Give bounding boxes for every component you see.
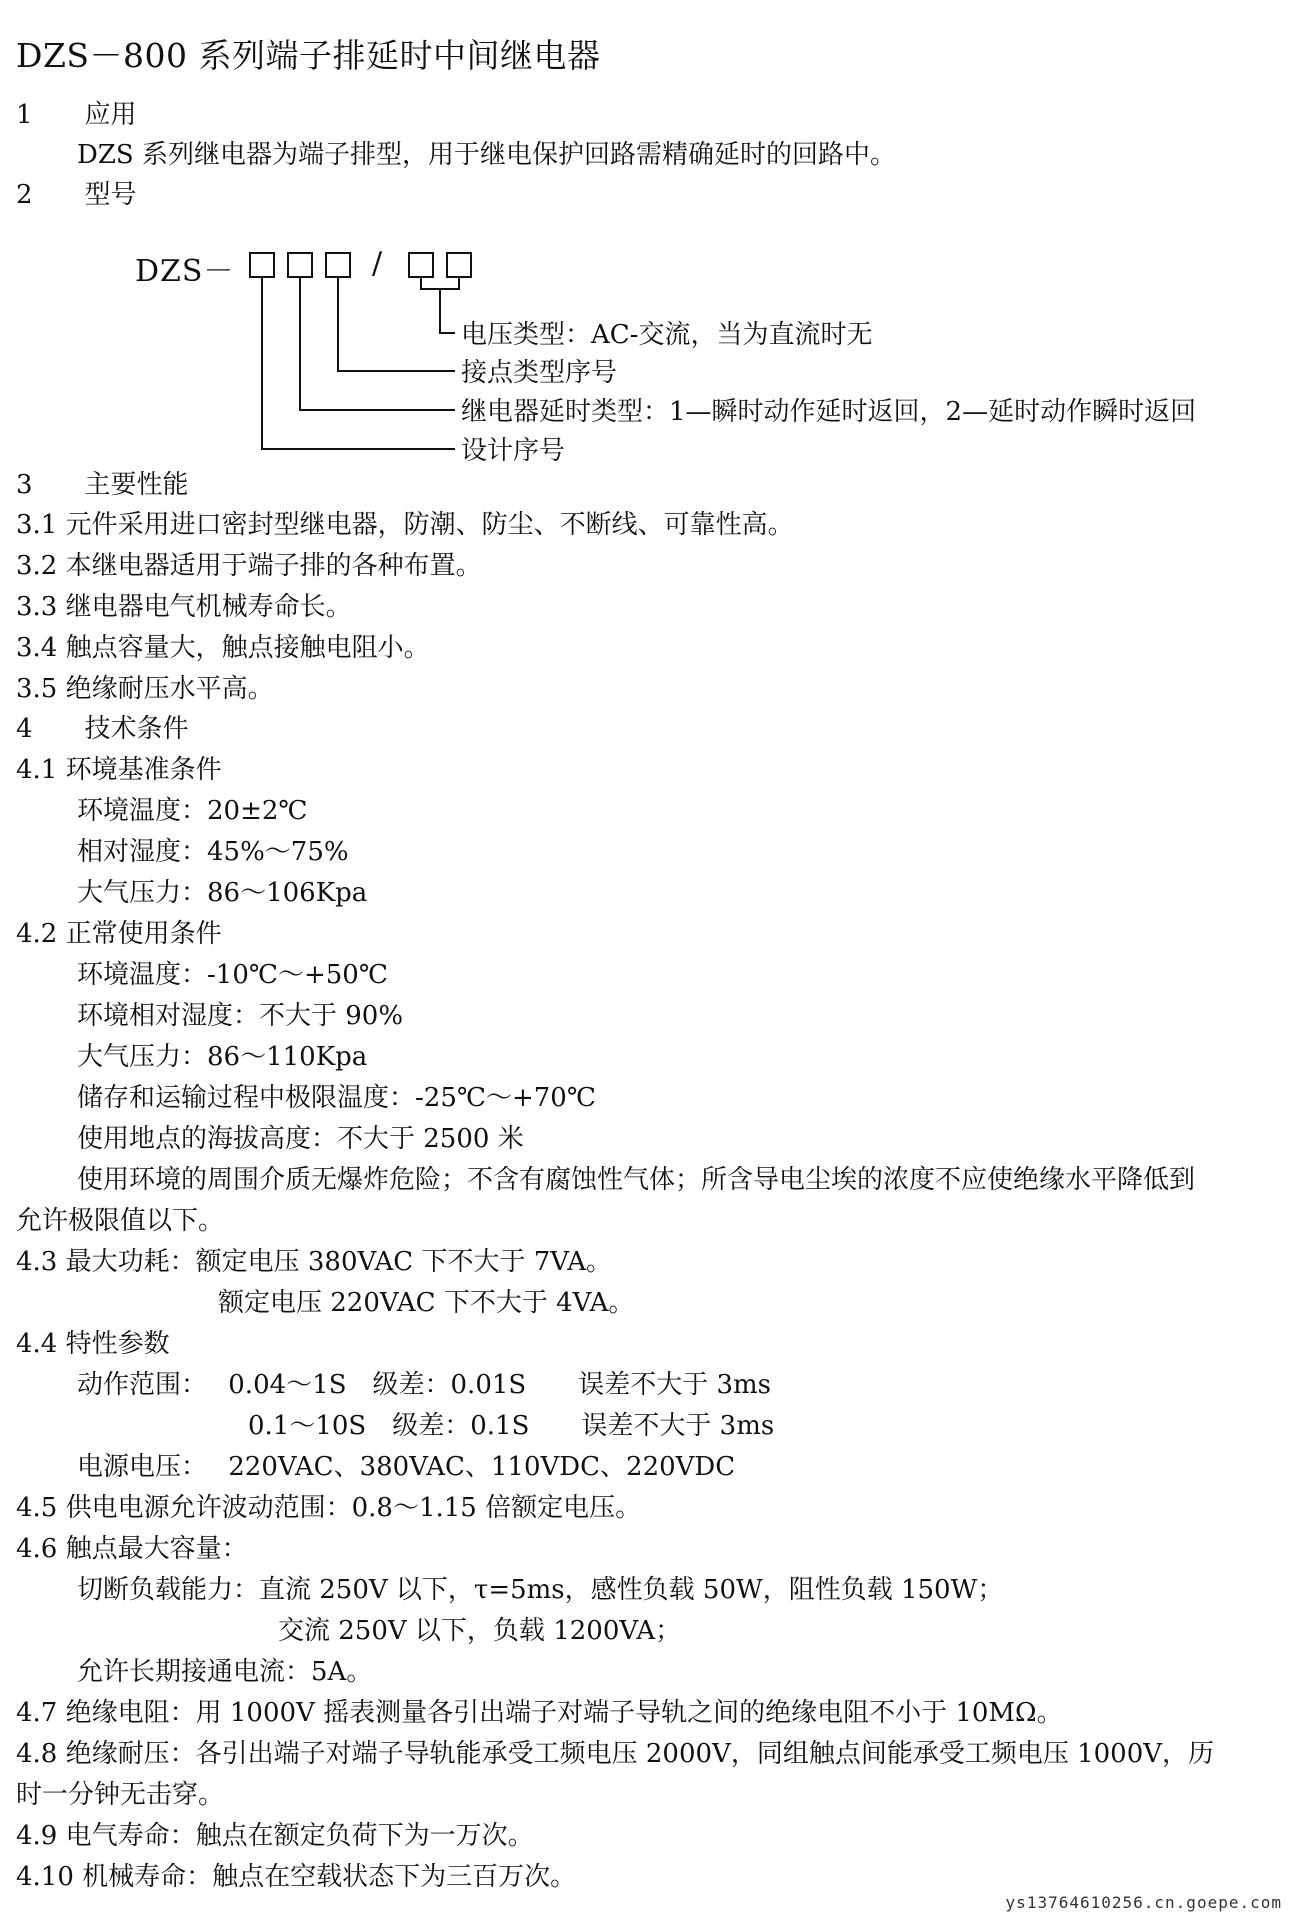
text-line: 电源电压： 220VAC、380VAC、110VDC、220VDC (77, 1452, 736, 1482)
model-legend-voltage: 电压类型：AC-交流，当为直流时无 (461, 320, 873, 350)
text-line: 动作范围： 0.04～1S 级差：0.01S 误差不大于 3ms (77, 1370, 772, 1400)
text-line: 4.9 电气寿命：触点在额定负荷下为一万次。 (16, 1821, 534, 1851)
text-line: 4.3 最大功耗：额定电压 380VAC 下不大于 7VA。 (16, 1247, 613, 1277)
text-line: 相对湿度：45%～75% (77, 837, 349, 867)
text-line: 环境温度：20±2℃ (77, 796, 308, 826)
text-line: 4 技术条件 (16, 714, 189, 744)
text-line: 2 型号 (16, 180, 137, 210)
text-line: 切断负载能力：直流 250V 以下，τ=5ms，感性负载 50W，阻性负载 150W； (77, 1575, 1004, 1605)
text-line: 环境温度：-10℃～+50℃ (77, 960, 388, 990)
text-line: 4.4 特性参数 (16, 1329, 170, 1359)
model-prefix: DZS－ (135, 254, 235, 289)
text-line: 大气压力：86～110Kpa (77, 1042, 368, 1072)
text-line: 4.5 供电电源允许波动范围：0.8～1.15 倍额定电压。 (16, 1493, 642, 1523)
text-line: 4.2 正常使用条件 (16, 919, 222, 949)
text-line: 4.8 绝缘耐压：各引出端子对端子导轨能承受工频电压 2000V，同组触点间能承受工频电压 1000V，历 (16, 1739, 1215, 1769)
text-line: DZS 系列继电器为端子排型，用于继电保护回路需精确延时的回路中。 (77, 140, 896, 170)
model-slash: / (372, 246, 383, 281)
text-line: 使用地点的海拔高度：不大于 2500 米 (77, 1124, 524, 1154)
text-line: 环境相对湿度：不大于 90% (77, 1001, 404, 1031)
text-line: 3 主要性能 (16, 470, 189, 500)
text-line: 储存和运输过程中极限温度：-25℃～+70℃ (77, 1083, 596, 1113)
model-legend-delay-type: 继电器延时类型：1—瞬时动作延时返回，2—延时动作瞬时返回 (461, 397, 1197, 427)
text-line: 交流 250V 以下，负载 1200VA； (278, 1616, 682, 1646)
text-line: 使用环境的周围介质无爆炸危险；不含有腐蚀性气体；所含导电尘埃的浓度不应使绝缘水平降低到 (77, 1165, 1196, 1195)
text-line: 允许长期接通电流：5A。 (77, 1657, 373, 1687)
model-legend-design-no: 设计序号 (461, 436, 566, 466)
watermark: ys13764610256.cn.goepe.com (1005, 1893, 1282, 1912)
text-line: 1 应用 (16, 100, 137, 130)
text-line: 3.1 元件采用进口密封型继电器，防潮、防尘、不断线、可靠性高。 (16, 510, 794, 540)
text-line: 3.3 继电器电气机械寿命长。 (16, 592, 352, 622)
text-line: 4.10 机械寿命：触点在空载状态下为三百万次。 (16, 1862, 577, 1892)
text-line: 0.1～10S 级差：0.1S 误差不大于 3ms (248, 1411, 775, 1441)
text-line: 4.7 绝缘电阻：用 1000V 摇表测量各引出端子对端子导轨之间的绝缘电阻不小于 10MΩ。 (16, 1698, 1063, 1728)
model-legend-contact: 接点类型序号 (461, 358, 618, 388)
text-line: 3.2 本继电器适用于端子排的各种布置。 (16, 551, 482, 581)
text-line: 4.6 触点最大容量： (16, 1534, 248, 1564)
text-line: 允许极限值以下。 (16, 1206, 225, 1236)
text-line: 额定电压 220VAC 下不大于 4VA。 (218, 1288, 635, 1318)
text-line: 时一分钟无击穿。 (16, 1780, 225, 1810)
text-line: 4.1 环境基准条件 (16, 755, 222, 785)
document-title: DZS－800 系列端子排延时中间继电器 (16, 36, 601, 75)
text-line: 大气压力：86～106Kpa (77, 878, 368, 908)
text-line: 3.4 触点容量大，触点接触电阻小。 (16, 633, 430, 663)
text-line: 3.5 绝缘耐压水平高。 (16, 674, 274, 704)
